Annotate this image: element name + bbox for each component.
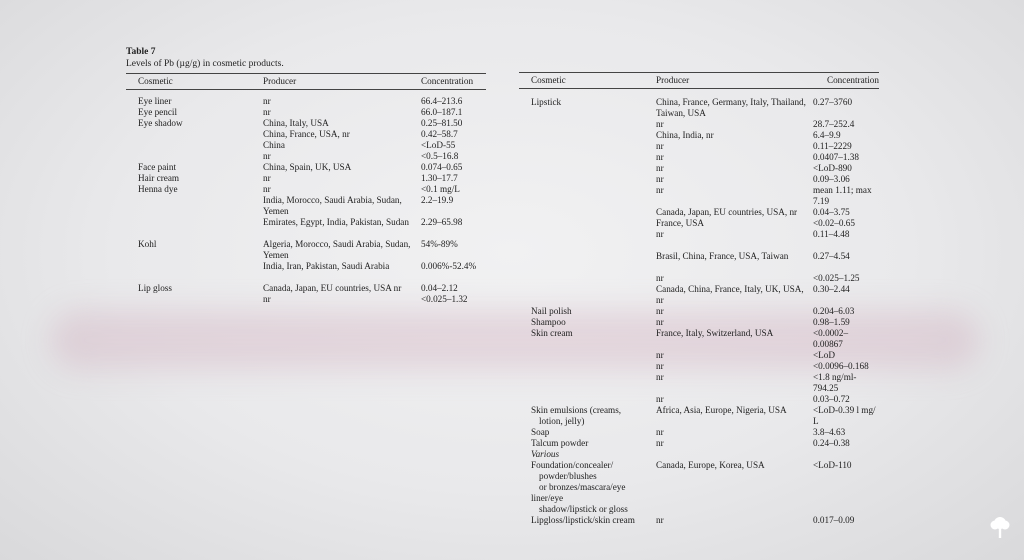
table-header <box>126 74 486 89</box>
cell-concentration <box>421 206 486 217</box>
cell-cosmetic: Henna dye <box>138 184 178 194</box>
table-row <box>519 218 879 229</box>
cell-producer: nr <box>656 163 664 173</box>
table-row <box>519 163 879 174</box>
cell-cosmetic: Kohl <box>138 239 157 249</box>
cell-concentration: <0.1 mg/L <box>421 184 460 194</box>
cell-cosmetic <box>126 129 263 140</box>
cell-concentration: 0.04–2.12 <box>421 283 458 293</box>
cell-producer: Yemen <box>263 250 289 260</box>
cell-producer: Taiwan, USA <box>656 108 706 118</box>
cell-concentration: <LoD-55 <box>421 140 456 150</box>
table-header <box>519 73 879 88</box>
cell-concentration: <0.5–16.8 <box>421 151 459 161</box>
cell-concentration: <0.0096–0.168 <box>813 361 869 371</box>
cell-producer: nr <box>263 173 271 183</box>
cell-producer: nr <box>656 515 664 525</box>
table-row <box>519 207 879 218</box>
table-row <box>519 361 879 372</box>
table-row <box>519 383 879 394</box>
cell-producer <box>656 196 813 207</box>
cell-concentration: 0.11–4.48 <box>813 229 850 239</box>
cell-cosmetic <box>519 152 656 163</box>
cell-producer: nr <box>656 229 664 239</box>
cell-producer: nr <box>263 96 271 106</box>
cell-producer: China, Italy, USA <box>263 118 329 128</box>
table-row <box>126 283 486 294</box>
cell-cosmetic: Foundation/concealer/ <box>531 460 614 470</box>
cell-cosmetic: Eye shadow <box>138 118 183 128</box>
table-body-right <box>519 97 879 526</box>
table-body-left <box>126 96 486 305</box>
cell-producer: nr <box>656 273 664 283</box>
cell-producer: nr <box>263 184 271 194</box>
cell-cosmetic <box>519 185 656 196</box>
cell-cosmetic <box>519 273 656 284</box>
cell-producer: China, France, USA, nr <box>263 129 350 139</box>
cell-producer: Africa, Asia, Europe, Nigeria, USA <box>656 405 787 415</box>
cell-cosmetic: shadow/lipstick or gloss <box>539 504 628 514</box>
cell-producer: Canada, Europe, Korea, USA <box>656 460 765 470</box>
cell-cosmetic: lotion, jelly) <box>539 416 585 426</box>
table-row <box>126 294 486 305</box>
cell-cosmetic: Skin cream <box>531 328 573 338</box>
cell-cosmetic: Face paint <box>138 162 177 172</box>
table-row <box>519 339 879 350</box>
cell-cosmetic <box>519 383 656 394</box>
cell-concentration <box>813 504 879 515</box>
cell-cosmetic: Nail polish <box>531 306 572 316</box>
table-row <box>519 262 879 273</box>
cell-cosmetic <box>519 350 656 361</box>
cell-concentration: 0.0407–1.38 <box>813 152 859 162</box>
cell-concentration: 0.27–3760 <box>813 97 853 107</box>
table-row <box>519 196 879 207</box>
cell-concentration: 0.006%-52.4% <box>421 261 477 271</box>
cell-producer: Emirates, Egypt, India, Pakistan, Sudan <box>263 217 409 227</box>
cell-cosmetic <box>519 361 656 372</box>
table-row <box>126 250 486 261</box>
cell-producer: nr <box>656 317 664 327</box>
table-row <box>519 350 879 361</box>
header-producer: Producer <box>656 75 690 85</box>
cell-cosmetic: liner/eye <box>531 493 564 503</box>
cell-cosmetic <box>126 250 263 261</box>
cell-producer <box>656 504 813 515</box>
cell-cosmetic <box>519 119 656 130</box>
cell-producer: Canada, Japan, EU countries, USA, nr <box>656 207 798 217</box>
cell-producer: France, USA <box>656 218 704 228</box>
cell-concentration: 66.4–213.6 <box>421 96 463 106</box>
cell-concentration: 7.19 <box>813 196 830 206</box>
table-row <box>519 185 879 196</box>
header-cosmetic: Cosmetic <box>531 75 566 85</box>
table-caption: Levels of Pb (µg/g) in cosmetic products. <box>126 59 284 69</box>
cell-producer: nr <box>263 294 271 304</box>
cell-cosmetic: or bronzes/mascara/eye <box>539 482 626 492</box>
cell-concentration: <LoD-890 <box>813 163 852 173</box>
cell-concentration: 0.204–6.03 <box>813 306 855 316</box>
cell-producer: Brasil, China, France, USA, Taiwan <box>656 251 789 261</box>
cell-producer: nr <box>263 151 271 161</box>
cell-cosmetic <box>126 151 263 162</box>
table-row <box>519 306 879 317</box>
cell-concentration: 0.09–3.06 <box>813 174 850 184</box>
cell-cosmetic <box>519 372 656 383</box>
table-row <box>126 206 486 217</box>
cell-concentration: mean 1.11; max <box>813 185 872 195</box>
tree-icon <box>990 515 1010 541</box>
cell-cosmetic <box>519 339 656 350</box>
cell-cosmetic <box>126 261 263 272</box>
cell-cosmetic <box>519 240 656 251</box>
cell-cosmetic: Lipgloss/lipstick/skin cream <box>531 515 635 525</box>
cell-concentration: 0.24–0.38 <box>813 438 850 448</box>
table-row <box>519 471 879 482</box>
table-row <box>126 162 486 173</box>
cell-concentration: 0.074–0.65 <box>421 162 463 172</box>
table-row <box>126 195 486 206</box>
cell-cosmetic: Various <box>531 449 560 459</box>
cell-producer: China, India, nr <box>656 130 714 140</box>
cell-concentration: <LoD-0.39 l mg/ <box>813 405 876 415</box>
cell-cosmetic <box>519 251 656 262</box>
cell-producer: nr <box>656 427 664 437</box>
cell-cosmetic: Lipstick <box>531 97 562 107</box>
cell-producer <box>656 262 813 273</box>
cell-producer <box>656 471 813 482</box>
cell-concentration <box>813 240 879 251</box>
cell-producer <box>656 339 813 350</box>
table-row <box>519 97 879 108</box>
cell-concentration: 0.04–3.75 <box>813 207 850 217</box>
table-row <box>519 130 879 141</box>
cell-cosmetic: Eye pencil <box>138 107 178 117</box>
table-row <box>519 493 879 504</box>
cell-producer: China, France, Germany, Italy, Thailand, <box>656 97 806 107</box>
cell-concentration: 6.4–9.9 <box>813 130 841 140</box>
cell-concentration: 2.29–65.98 <box>421 217 463 227</box>
cell-concentration: 0.27–4.54 <box>813 251 850 261</box>
cell-concentration: 3.8–4.63 <box>813 427 846 437</box>
cell-concentration <box>813 493 879 504</box>
cell-concentration <box>813 449 879 460</box>
cell-concentration <box>813 471 879 482</box>
table-row <box>519 328 879 339</box>
cell-producer <box>263 272 421 283</box>
cell-producer: Yemen <box>263 206 289 216</box>
cell-cosmetic: Hair cream <box>138 173 180 183</box>
cell-concentration: 0.00867 <box>813 339 843 349</box>
table-row <box>519 372 879 383</box>
cell-concentration: 794.25 <box>813 383 839 393</box>
cell-producer: nr <box>656 119 664 129</box>
cell-concentration: 54%-89% <box>421 239 458 249</box>
cell-producer: China, Spain, UK, USA <box>263 162 352 172</box>
cell-cosmetic <box>519 394 656 405</box>
table-row <box>126 140 486 151</box>
cell-concentration: 0.03–0.72 <box>813 394 850 404</box>
table-row <box>519 108 879 119</box>
cell-concentration <box>813 108 879 119</box>
cell-producer: Algeria, Morocco, Saudi Arabia, Sudan, <box>263 239 411 249</box>
cell-producer <box>656 416 813 427</box>
table-row <box>519 240 879 251</box>
cell-producer: nr <box>656 350 664 360</box>
cell-producer: China <box>263 140 285 150</box>
table-row <box>519 449 879 460</box>
table-row <box>519 317 879 328</box>
cell-concentration: 0.017–0.09 <box>813 515 855 525</box>
table-row <box>126 107 486 118</box>
cell-producer: India, Morocco, Saudi Arabia, Sudan, <box>263 195 402 205</box>
table-row <box>126 217 486 228</box>
cell-concentration: <0.025–1.25 <box>813 273 860 283</box>
cell-cosmetic <box>519 262 656 273</box>
cell-cosmetic <box>126 206 263 217</box>
cell-cosmetic: Lip gloss <box>138 283 172 293</box>
table-row <box>519 515 879 526</box>
cell-cosmetic: Talcum powder <box>531 438 589 448</box>
cell-concentration <box>813 482 879 493</box>
cell-producer <box>656 383 813 394</box>
table-row <box>126 261 486 272</box>
cell-concentration: 0.11–2229 <box>813 141 852 151</box>
cell-producer: nr <box>656 306 664 316</box>
cell-cosmetic <box>519 108 656 119</box>
table-row <box>519 284 879 306</box>
cell-producer: Canada, Japan, EU countries, USA nr <box>263 283 402 293</box>
cell-concentration: 28.7–252.4 <box>813 119 855 129</box>
header-concentration: Concentration <box>826 75 879 85</box>
table-row <box>126 184 486 195</box>
cell-concentration: <0.0002– <box>813 328 849 338</box>
cell-cosmetic: Eye liner <box>138 96 172 106</box>
cell-producer: nr <box>656 361 664 371</box>
cell-producer <box>656 240 813 251</box>
cell-producer: nr <box>656 394 664 404</box>
cell-producer <box>656 449 813 460</box>
cell-cosmetic <box>519 284 656 306</box>
cell-cosmetic <box>126 195 263 206</box>
table-row <box>126 151 486 162</box>
header-concentration: Concentration <box>421 76 474 86</box>
cell-cosmetic <box>519 141 656 152</box>
cell-cosmetic: Shampoo <box>531 317 566 327</box>
cell-concentration: <1.8 ng/ml- <box>813 372 857 382</box>
table-row <box>126 173 486 184</box>
cell-cosmetic <box>519 174 656 185</box>
table-row <box>519 251 879 262</box>
cell-producer: nr <box>656 372 664 382</box>
cell-concentration: L <box>813 416 819 426</box>
cell-producer: nr <box>656 174 664 184</box>
table-row <box>519 141 879 152</box>
cell-producer <box>263 228 421 239</box>
cell-concentration: 0.42–58.7 <box>421 129 458 139</box>
cell-concentration <box>421 250 486 261</box>
cell-producer: Canada, China, France, Italy, UK, USA, nr <box>656 284 804 305</box>
cell-cosmetic <box>126 294 263 305</box>
table-row <box>519 152 879 163</box>
table-row <box>519 119 879 130</box>
cell-cosmetic: Soap <box>531 427 550 437</box>
table-row <box>519 394 879 405</box>
cell-producer: France, Italy, Switzerland, USA <box>656 328 774 338</box>
table-row <box>126 129 486 140</box>
cell-producer <box>656 493 813 504</box>
table-row <box>519 460 879 471</box>
cell-cosmetic: Skin emulsions (creams, <box>531 405 622 415</box>
table-row <box>126 239 486 250</box>
cell-cosmetic <box>519 163 656 174</box>
cell-cosmetic <box>126 272 263 283</box>
table-row <box>519 482 879 493</box>
cell-concentration: 0.30–2.44 <box>813 284 850 294</box>
table-row <box>519 438 879 449</box>
cell-cosmetic: powder/blushes <box>539 471 597 481</box>
cell-cosmetic <box>519 196 656 207</box>
cell-cosmetic <box>519 130 656 141</box>
cell-producer: India, Iran, Pakistan, Saudi Arabia <box>263 261 390 271</box>
cell-concentration: <0.02–0.65 <box>813 218 855 228</box>
cell-cosmetic <box>519 229 656 240</box>
cell-cosmetic <box>126 140 263 151</box>
cell-concentration <box>421 228 486 239</box>
cell-concentration: 1.30–17.7 <box>421 173 458 183</box>
cell-concentration: 66.0–187.1 <box>421 107 463 117</box>
cell-concentration <box>813 262 879 273</box>
cell-concentration: <0.025–1.32 <box>421 294 468 304</box>
cell-concentration: 0.25–81.50 <box>421 118 463 128</box>
cell-producer: nr <box>263 107 271 117</box>
cell-cosmetic <box>126 228 263 239</box>
table-row <box>519 229 879 240</box>
cell-concentration: <LoD-110 <box>813 460 852 470</box>
table-right <box>519 72 879 526</box>
cell-producer <box>656 482 813 493</box>
table-title: Table 7 <box>126 47 156 57</box>
table-row <box>126 96 486 107</box>
cell-concentration: 2.2–19.9 <box>421 195 454 205</box>
cell-cosmetic <box>126 217 263 228</box>
cell-concentration: <LoD <box>813 350 836 360</box>
cell-cosmetic <box>519 218 656 229</box>
cell-concentration <box>421 272 486 283</box>
table-row <box>126 272 486 283</box>
header-producer: Producer <box>263 76 297 86</box>
table-row <box>519 427 879 438</box>
cell-producer: nr <box>656 152 664 162</box>
table-row <box>519 405 879 416</box>
cell-producer: nr <box>656 438 664 448</box>
table-left <box>126 73 486 305</box>
table-row <box>519 273 879 284</box>
header-cosmetic: Cosmetic <box>138 76 173 86</box>
table-row <box>126 228 486 239</box>
table-row <box>519 504 879 515</box>
table-row <box>126 118 486 129</box>
cell-producer: nr <box>656 141 664 151</box>
cell-cosmetic <box>519 207 656 218</box>
table-row <box>519 174 879 185</box>
cell-producer: nr <box>656 185 664 195</box>
table-row <box>519 416 879 427</box>
cell-concentration: 0.98–1.59 <box>813 317 850 327</box>
